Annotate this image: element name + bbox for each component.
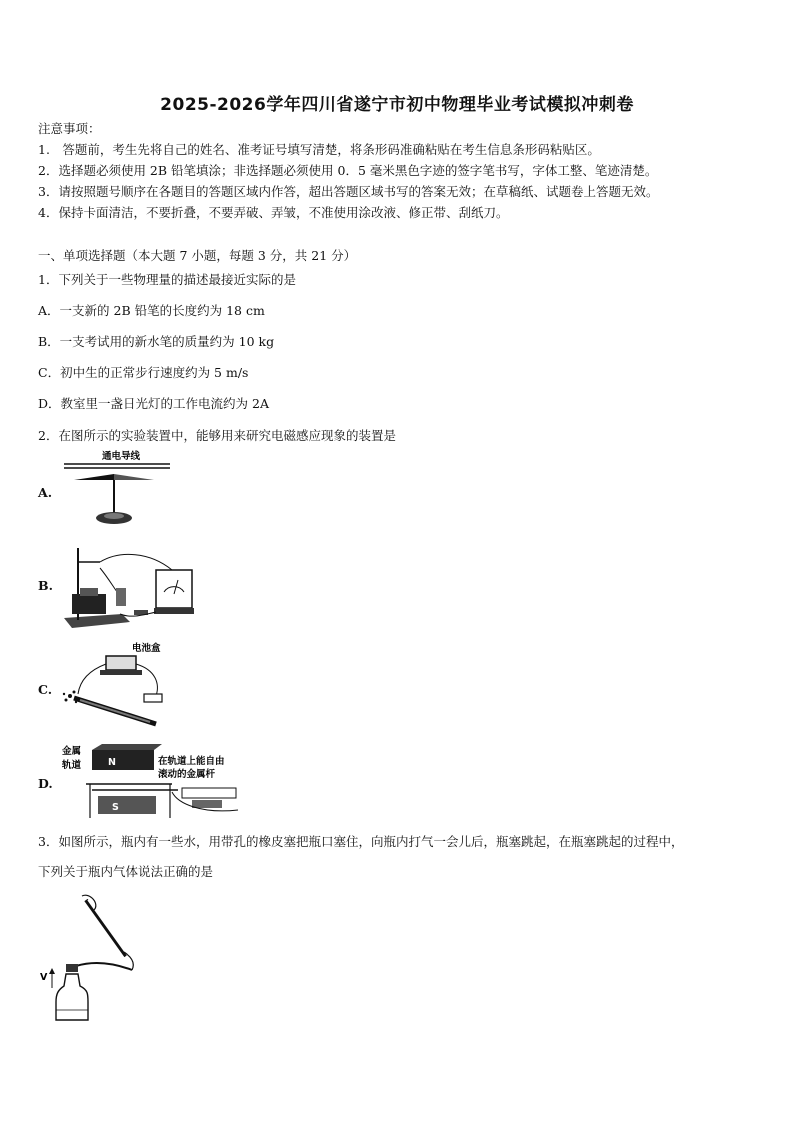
notice-item-3: 3．请按照题号顺序在各题目的答题区域内作答，超出答题区域书写的答案无效；在草稿纸、试题卷上答题无效。 (38, 184, 659, 199)
section-heading: 一、单项选择题（本大题 7 小题，每题 3 分，共 21 分） (38, 248, 357, 263)
q1-option-c: C．初中生的正常步行速度约为 5 m/s (38, 365, 249, 380)
q1-option-b: B．一支考试用的新水笔的质量约为 10 kg (38, 334, 275, 349)
svg-text:金属: 金属 (62, 746, 82, 757)
notice-item-4: 4．保持卡面清洁，不要折叠，不要弄破、弄皱，不准使用涂改液、修正带、刮纸刀。 (38, 205, 509, 220)
svg-text:在轨道上能自由: 在轨道上能自由 (158, 756, 225, 767)
svg-text:N: N (108, 757, 116, 768)
q2-label-c: C. (38, 682, 53, 697)
q2-label-d: D. (38, 776, 53, 791)
q1-option-a: A．一支新的 2B 铅笔的长度约为 18 cm (38, 303, 265, 318)
notice-heading: 注意事项： (38, 121, 101, 136)
page-title: 2025-2026学年四川省遂宁市初中物理毕业考试模拟冲刺卷 (160, 95, 634, 115)
q2-stem: 2．在图所示的实验装置中，能够用来研究电磁感应现象的装置是 (38, 428, 396, 443)
q1-stem: 1．下列关于一些物理量的描述最接近实际的是 (38, 272, 296, 287)
svg-text:滚动的金属杆: 滚动的金属杆 (158, 769, 216, 780)
svg-text:轨道: 轨道 (62, 760, 82, 771)
figure-a-compass-wire (62, 448, 172, 534)
svg-text:S: S (112, 802, 119, 813)
q2-label-b: B. (38, 578, 53, 593)
svg-text:V: V (40, 972, 48, 983)
notice-item-2: 2．选择题必须使用 2B 铅笔填涂；非选择题必须使用 0．5 毫米黑色字迹的签字笔书写，字体工整、笔迹清楚。 (38, 163, 658, 178)
figure-d-magnet-rails (62, 744, 248, 822)
fig-a-label: 通电导线 (102, 451, 141, 462)
figure-b-coil-galvanometer (60, 540, 200, 632)
q3-stem-line2: 下列关于瓶内气体说法正确的是 (38, 864, 214, 879)
fig-c-label: 电池盒 (132, 643, 161, 654)
q3-stem-line1: 3．如图所示，瓶内有一些水，用带孔的橡皮塞把瓶口塞住，向瓶内打气一会儿后，瓶塞跳起，在瓶塞跳起的过程中， (38, 834, 684, 849)
q2-label-a: A. (38, 485, 53, 500)
notice-item-1: 1. 答题前，考生先将自己的姓名、准考证号填写清楚，将条形码准确粘贴在考生信息条形码粘贴区。 (38, 142, 600, 157)
figure-q3-bottle-pump (36, 890, 146, 1026)
q1-option-d: D．教室里一盏日光灯的工作电流约为 2A (38, 396, 269, 411)
figure-c-electromagnet (60, 640, 180, 740)
